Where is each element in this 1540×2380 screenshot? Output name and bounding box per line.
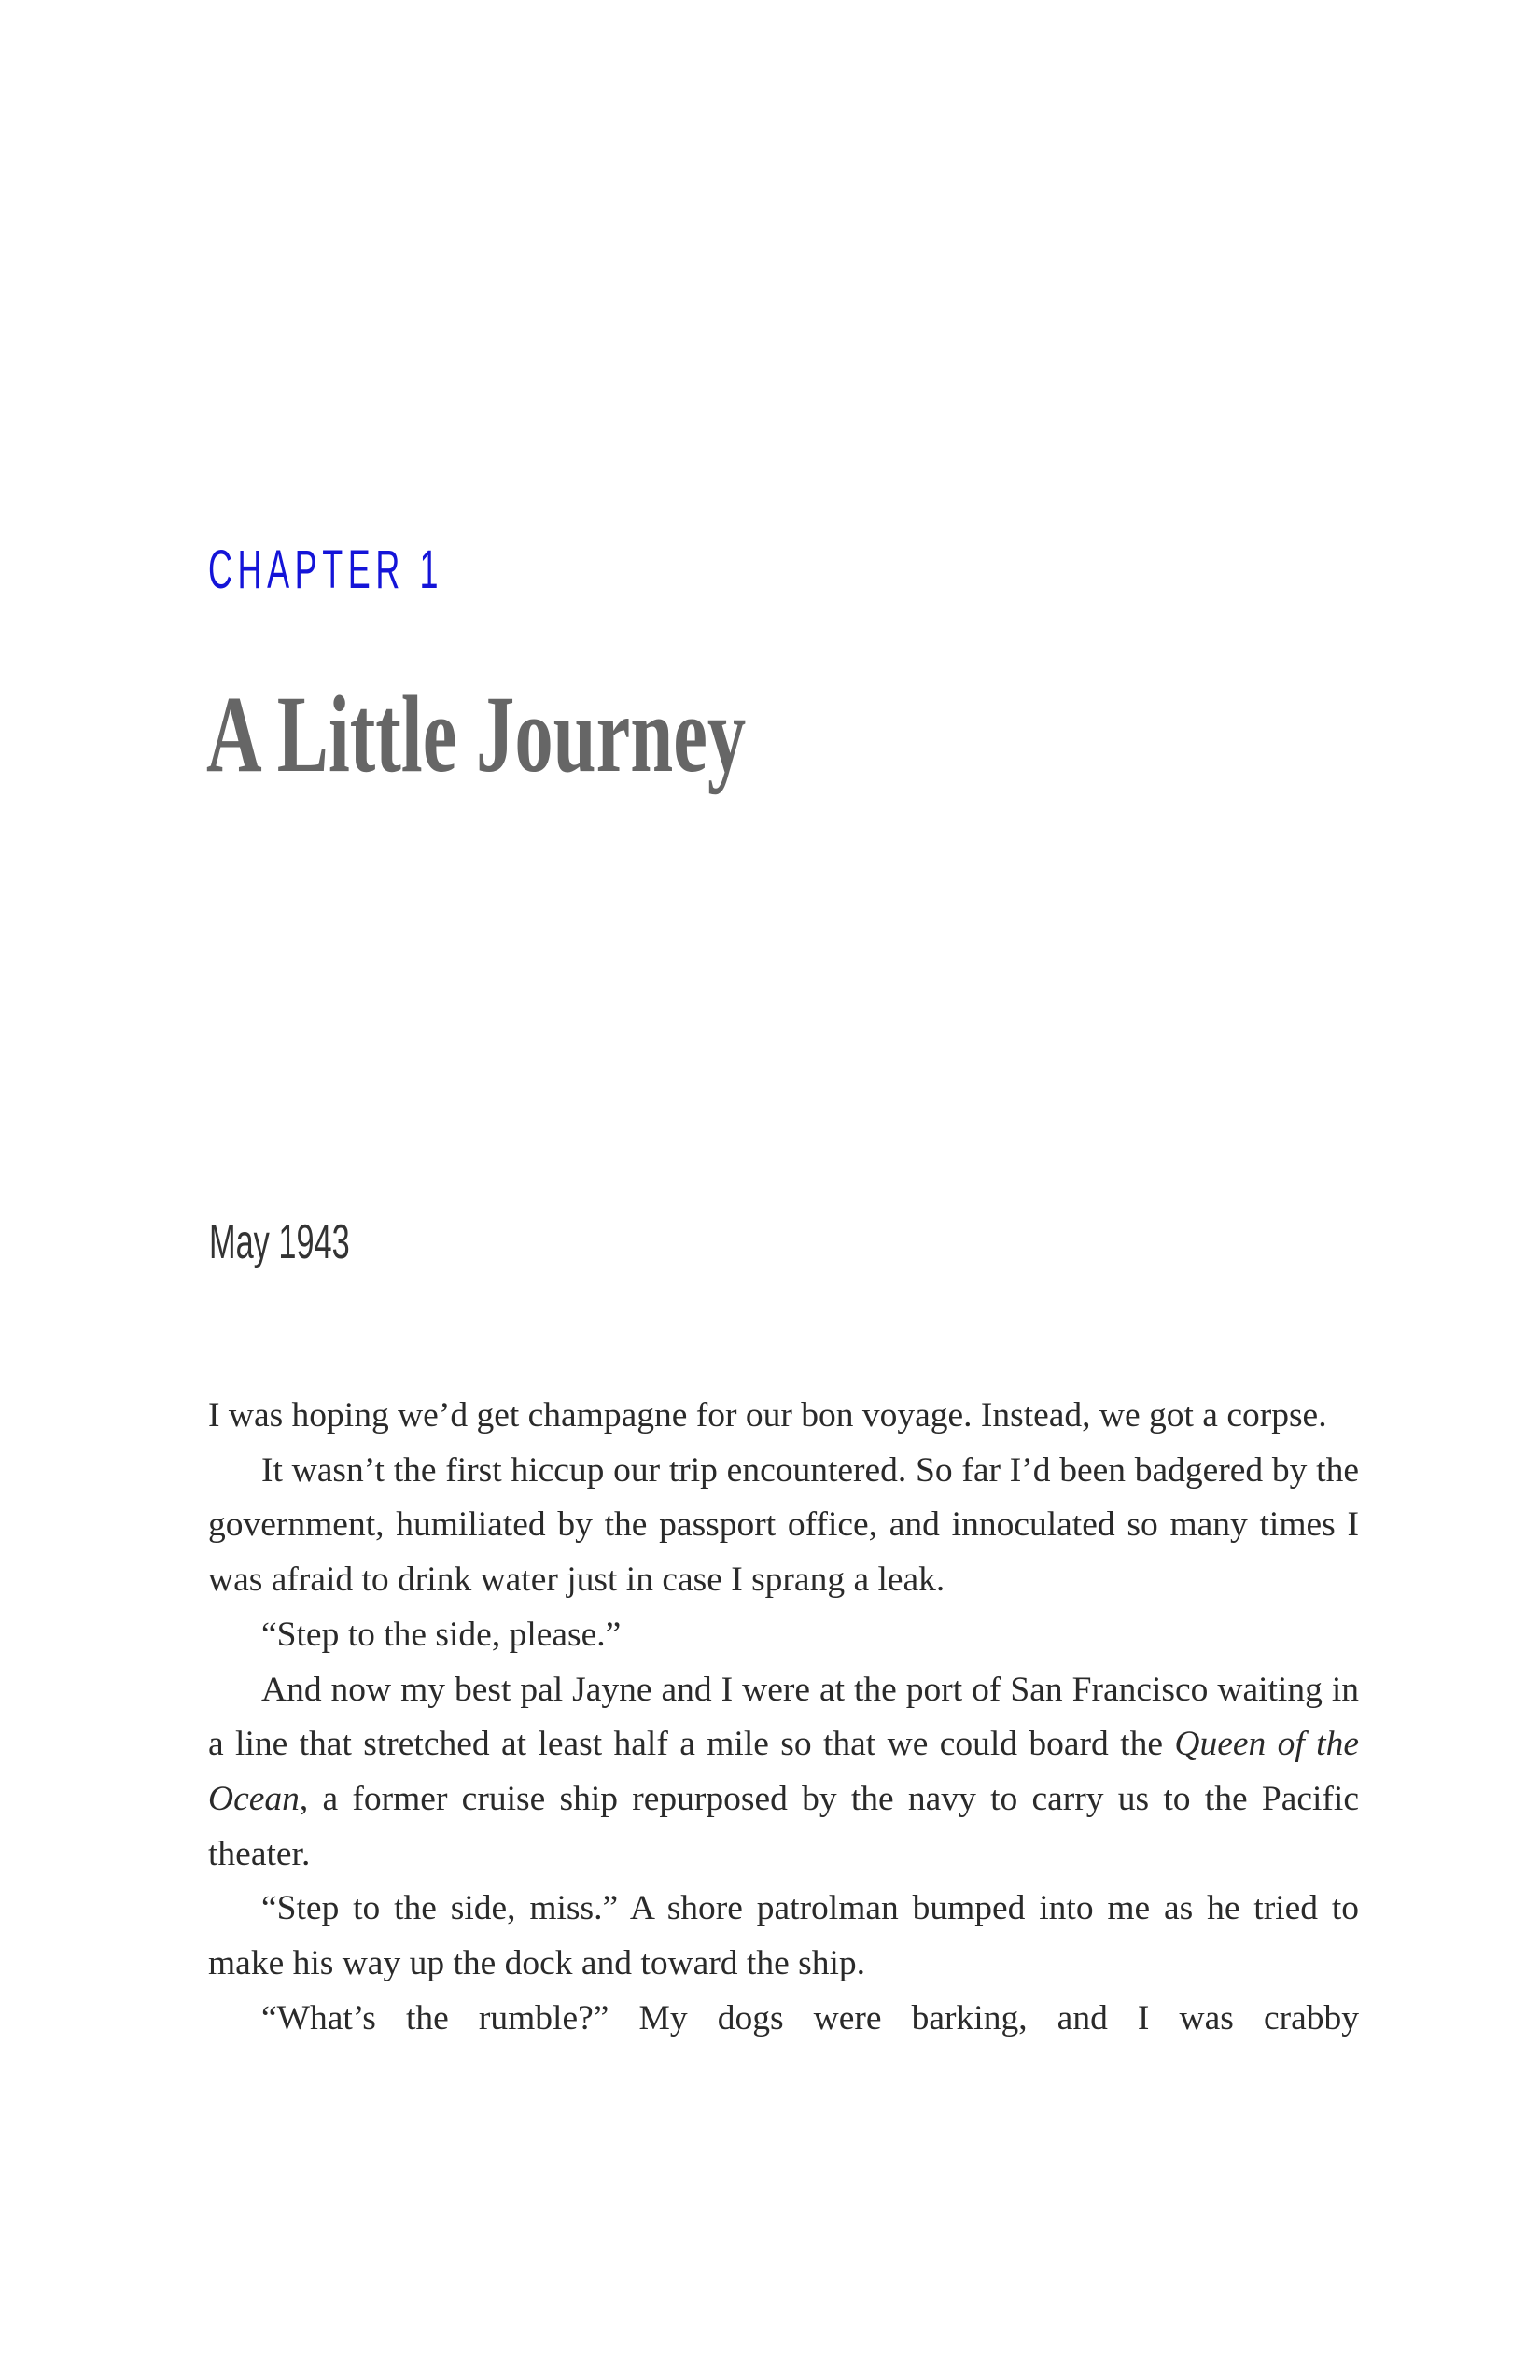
- paragraph: I was hoping we’d get champagne for our bon voyage. Instead, we got a corpse.: [208, 1396, 1327, 1435]
- paragraph-text: , a former cruise ship repurposed by the navy to carry us to the Pacific theater.: [208, 1779, 1359, 1873]
- paragraph: “Step to the side, miss.” A shore patrolman bumped into me as he tried to make his way up the dock and toward the ship.: [208, 1889, 1359, 1983]
- paragraph-text: And now my best pal Jayne and I were at the port of San Francisco waiting in a line that stretched at least half a mile so that we could board the: [208, 1670, 1359, 1764]
- chapter-label: CHAPTER 1: [208, 539, 444, 600]
- dateline: May 1943: [209, 1215, 350, 1269]
- paragraph: “What’s the rumble?” My dogs were barking, and I was crabby: [261, 1998, 1359, 2037]
- ship-name: Queen of the Ocean: [208, 1725, 1359, 1818]
- paragraph: “Step to the side, please.”: [261, 1615, 622, 1654]
- paragraph: [208, 1663, 1359, 1883]
- chapter-title: A Little Journey: [206, 673, 747, 795]
- body-text: [208, 1389, 1359, 2046]
- paragraph: It wasn’t the first hiccup our trip encountered. So far I’d been badgered by the government, humiliated by the passport office, and innoculated so many times I was afraid to drink water just in case I sprang a leak.: [208, 1450, 1359, 1600]
